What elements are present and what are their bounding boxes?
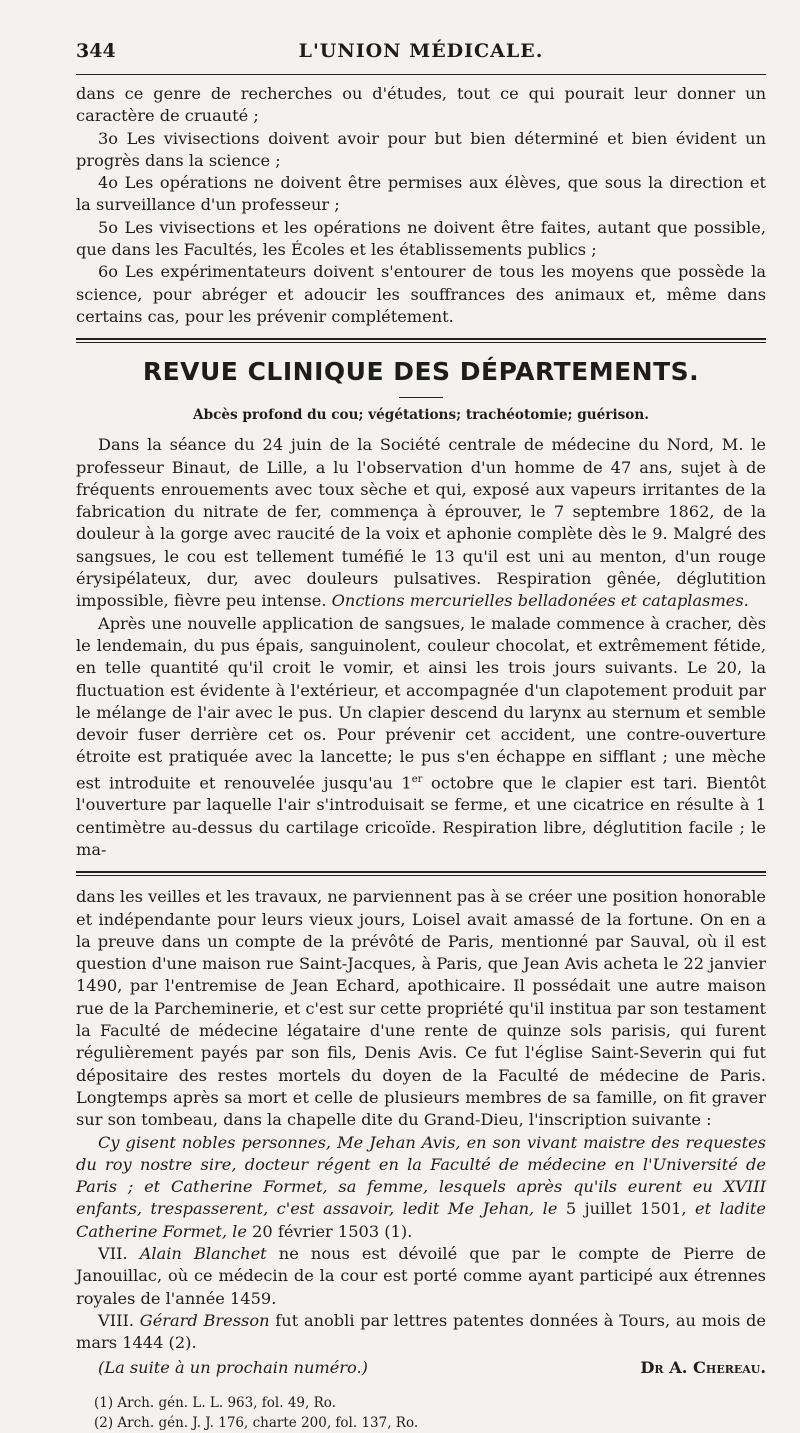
section-divider [76, 338, 766, 343]
entry-number: VII. [98, 1244, 140, 1264]
vivisection-rules [76, 83, 766, 328]
rule-paragraph: dans ce genre de recherches ou d'études, tout ce qui pourait leur donner un caractère de cruauté ; [76, 84, 766, 126]
page-number: 344 [76, 40, 116, 62]
clinical-text: Dans la séance du 24 juin de la Société centrale de médecine du Nord, M. le professeur Binaut, de Lille, a lu l'observation d'un homme de 47 ans, sujet à de fréquents enrouements avec toux sèche et qui, exposé aux vapeurs irritantes de la fabrication du nitrate de fer, commença à éprouver, le 7 septembre 1862, de la douleur à la gorge avec raucité de la voix et aphonie complète dès le 9. Malgré des sangsues, le cou est tellement tuméfié le 13 qu'il est uni au menton, d'un rouge érysipélateux, dur, avec douleurs pulsatives. Respiration gênée, déglutition impossible, fièvre peu intense. [76, 435, 766, 611]
rule-paragraph: 6o Les expérimentateurs doivent s'entourer de tous les moyens que possède la science, pour abréger et adoucir les souffrances des animaux et, même dans certains cas, pour les prévenir complétement. [76, 262, 766, 326]
ordinal-suffix: er [411, 773, 423, 785]
quote-date: 20 février 1503 (1). [246, 1221, 413, 1241]
quote-text: Cy gisent nobles personnes, Me Jehan Avis, en son vivant maistre des requestes du roy nostre sire, docteur régent en la Faculté de médecine en l'Université de Paris ; et Catherine Formet, sa femme, lesquels après qu'ils eurent eu XVIII enfants, trespasserent, c'est assavoir, ledit Me Jehan, le [76, 1132, 766, 1219]
section-title: REVUE CLINIQUE DES DÉPARTEMENTS. [142, 357, 700, 387]
quote-date: 5 juillet 1501, [557, 1199, 695, 1219]
entry-name: Gérard Bresson [139, 1310, 270, 1330]
footnote: (1) Arch. gén. L. L. 963, fol. 49, Ro. [94, 1394, 336, 1411]
entry-text: ne nous est dévoilé que par le compte de Pierre de Janouillac, où ce médecin de la cour est porté comme ayant participé aux étrennes royales de l'année 1459. [76, 1244, 766, 1308]
entry-number: VIII. [98, 1310, 140, 1330]
journal-title: L'UNION MÉDICALE. [298, 40, 544, 62]
feuilleton-divider [76, 871, 766, 876]
section-subtitle: Abcès profond du cou; végétations; trachéotomie; guérison. [193, 407, 649, 424]
clinical-text: Après une nouvelle application de sangsues, le malade commence à cracher, dès le lendemain, du pus épais, sanguinolent, couleur chocolat, et extrêmement fétide, en telle quantité qu'il croit le vomir, et ainsi les trois jours suivants. Le 20, la fluctuation est évidente à l'extérieur, et accompagnée d'un clapotement produit par le mélange de l'air avec le pus. Un clapier descend du larynx au sternum et semble devoir fuser derrière cet os. Pour prévenir cet accident, une contre-ouverture étroite est pratiquée avec la lancette; le pus s'en échappe en sifflant ; une mèche est introduite et renouvelée jusqu'au 1 [76, 613, 766, 793]
clinical-paragraph [76, 613, 766, 862]
rule-paragraph: 5o Les vivisections et les opérations ne doivent être faites, autant que possible, que dans les Facultés, les Écoles et les établissements publics ; [76, 217, 766, 260]
entry-paragraph [76, 1243, 766, 1310]
entry-name: Alain Blanchet [139, 1244, 267, 1264]
signature-line [76, 1357, 766, 1379]
quote-text: et ladite Catherine Formet, le [76, 1199, 766, 1241]
footnotes [76, 1393, 766, 1433]
footnote: (2) Arch. gén. J. J. 176, charte 200, fol. 137, Ro. [94, 1414, 419, 1431]
feuilleton-paragraph: dans les veilles et les travaux, ne parviennent pas à se créer une position honorable et indépendante pour leurs vieux jours, Loisel avait amassé de la fortune. On en a la preuve dans un compte de la prévôté de Paris, mentionné par Sauval, où il est question d'une maison rue Saint-Jacques, à Paris, que Jean Avis acheta le 22 janvier 1490, par l'entremise de Jean Echard, apothicaire. Il possédait une autre maison rue de la Parcheminerie, et c'est sur cette propriété qu'il institua par son testament la Faculté de médecine légataire d'une rente de quinze sols parisis, qui furent régulièrement payés par son fils, Denis Avis. Ce fut l'église Saint-Severin qui fut dépositaire des restes mortels du doyen de la Faculté de médecine de Paris. Longtemps après sa mort et celle de plusieurs membres de sa famille, on fit graver sur son tombeau, dans la chapelle dite du Grand-Dieu, l'inscription suivante : [76, 887, 766, 1130]
inscription-quote [76, 1132, 766, 1243]
continuation-note: (La suite à un prochain numéro.) [98, 1357, 368, 1377]
clinical-paragraph [76, 434, 766, 612]
clinical-text: octobre que le clapier est tari. Bientôt l'ouverture par laquelle l'air s'introduisait se ferme, et une cicatrice en résulte à 1 centimètre au-dessus du cartilage cricoïde. Respiration libre, déglutition facile ; le ma- [76, 773, 766, 859]
entry-text: fut anobli par lettres patentes données à Tours, au mois de mars 1444 (2). [76, 1310, 766, 1353]
rule-paragraph: 4o Les opérations ne doivent être permises aux élèves, que sous la direction et la surveillance d'un professeur ; [76, 173, 766, 215]
entry-paragraph [76, 1310, 766, 1355]
author-signature: Dr A. Chereau. [640, 1357, 766, 1377]
rule-paragraph: 3o Les vivisections doivent avoir pour but bien déterminé et bien évident un progrès dans la science ; [76, 128, 766, 170]
clinical-italic: Onctions mercurielles belladonées et cataplasmes. [331, 591, 749, 611]
running-head [76, 40, 766, 75]
title-underline [399, 397, 443, 398]
